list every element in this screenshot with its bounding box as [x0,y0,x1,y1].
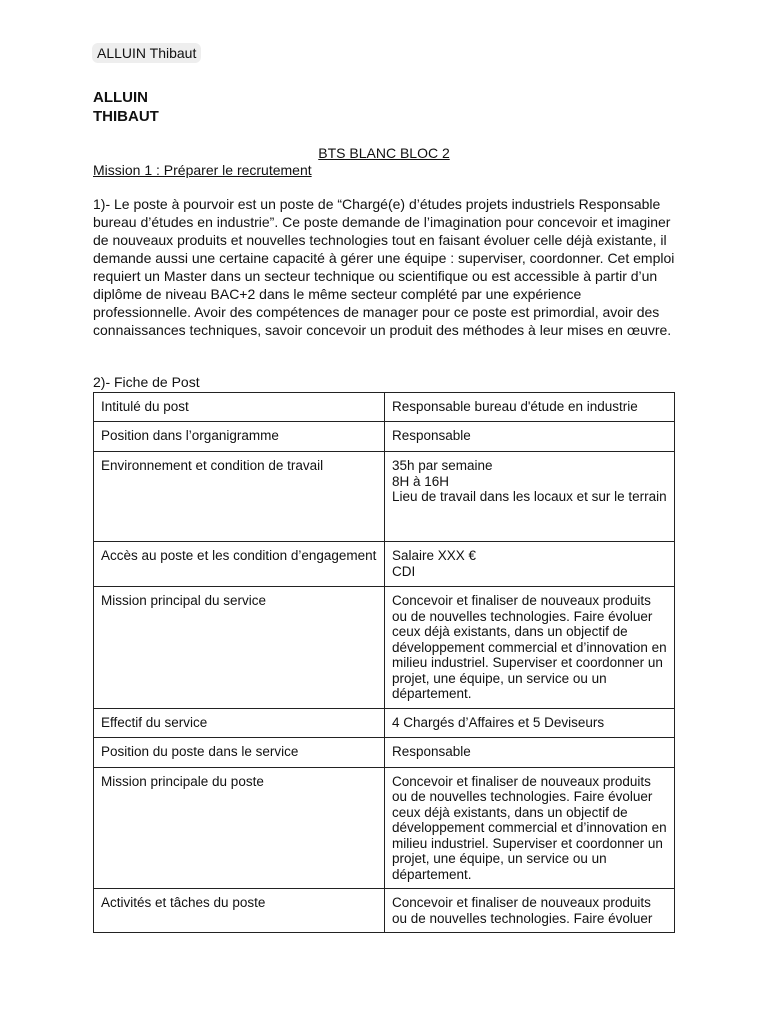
author-name-line1: ALLUIN [93,89,148,106]
row-value: Concevoir et finaliser de nouveaux produits ou de nouvelles technologies. Faire évoluer [385,889,675,933]
row-value: 4 Chargés d’Affaires et 5 Deviseurs [385,708,675,737]
row-value: Concevoir et finaliser de nouveaux produits ou de nouvelles technologies. Faire évoluer ceux déjà existants, dans un objectif de développement commercial et d’innovation en milieu industriel. Superviser et coordonner un projet, une équipe, un service ou un département. [385,587,675,709]
mission-heading: Mission 1 : Préparer le recrutement [93,162,312,178]
row-label: Mission principal du service [94,587,385,709]
row-value: Responsable [385,737,675,767]
row-value: Salaire XXX € CDI [385,542,675,587]
row-label: Activités et tâches du poste [94,889,385,933]
row-label: Effectif du service [94,708,385,737]
row-value: Concevoir et finaliser de nouveaux produits ou de nouvelles technologies. Faire évoluer ceux déjà existants, dans un objectif de développement commercial et d’innovation en milieu industriel. Superviser et coordonner un projet, une équipe, un service ou un département. [385,767,675,889]
intro-paragraph: 1)- Le poste à pourvoir est un poste de “Chargé(e) d’études projets industriels Responsable bureau d’études en industrie”. Ce poste demande de l’imagination pour concevoir et imaginer de nouveaux produits et nouvelles technologies tout en faisant évoluer celle déjà existante, il demande aussi une certaine capacité à gérer une équipe : superviser, coordonner. Cet emploi requiert un Master dans un secteur technique ou scientifique ou est accessible à partir d’un diplôme de niveau BAC+2 dans le même secteur complété par une expérience professionnelle. Avoir des compétences de manager pour ce poste est primordial, avoir des connaissances techniques, savoir concevoir un produit des méthodes à leur mises en œuvre. [93,196,675,338]
fiche-title: 2)- Fiche de Post [93,374,200,390]
table-row [94,393,675,422]
author-name [93,88,159,126]
table-row [94,587,675,709]
row-label: Intitulé du post [94,393,385,422]
author-name-line2: THIBAUT [93,108,159,125]
row-label: Environnement et condition de travail [94,452,385,542]
author-tag: ALLUIN Thibaut [92,43,201,63]
table-row [94,542,675,587]
table-row [94,708,675,737]
job-sheet-table [93,392,675,933]
table-row [94,889,675,933]
row-value: Responsable bureau d'étude en industrie [385,393,675,422]
row-value: 35h par semaine 8H à 16H Lieu de travail dans les locaux et sur le terrain [385,452,675,542]
document-title: BTS BLANC BLOC 2 [318,145,450,161]
table-row [94,452,675,542]
row-label: Position du poste dans le service [94,737,385,767]
table-row [94,737,675,767]
row-label: Accès au poste et les condition d’engagement [94,542,385,587]
row-value: Responsable [385,422,675,452]
row-label: Mission principale du poste [94,767,385,889]
table-row [94,767,675,889]
table-row [94,422,675,452]
row-label: Position dans l’organigramme [94,422,385,452]
